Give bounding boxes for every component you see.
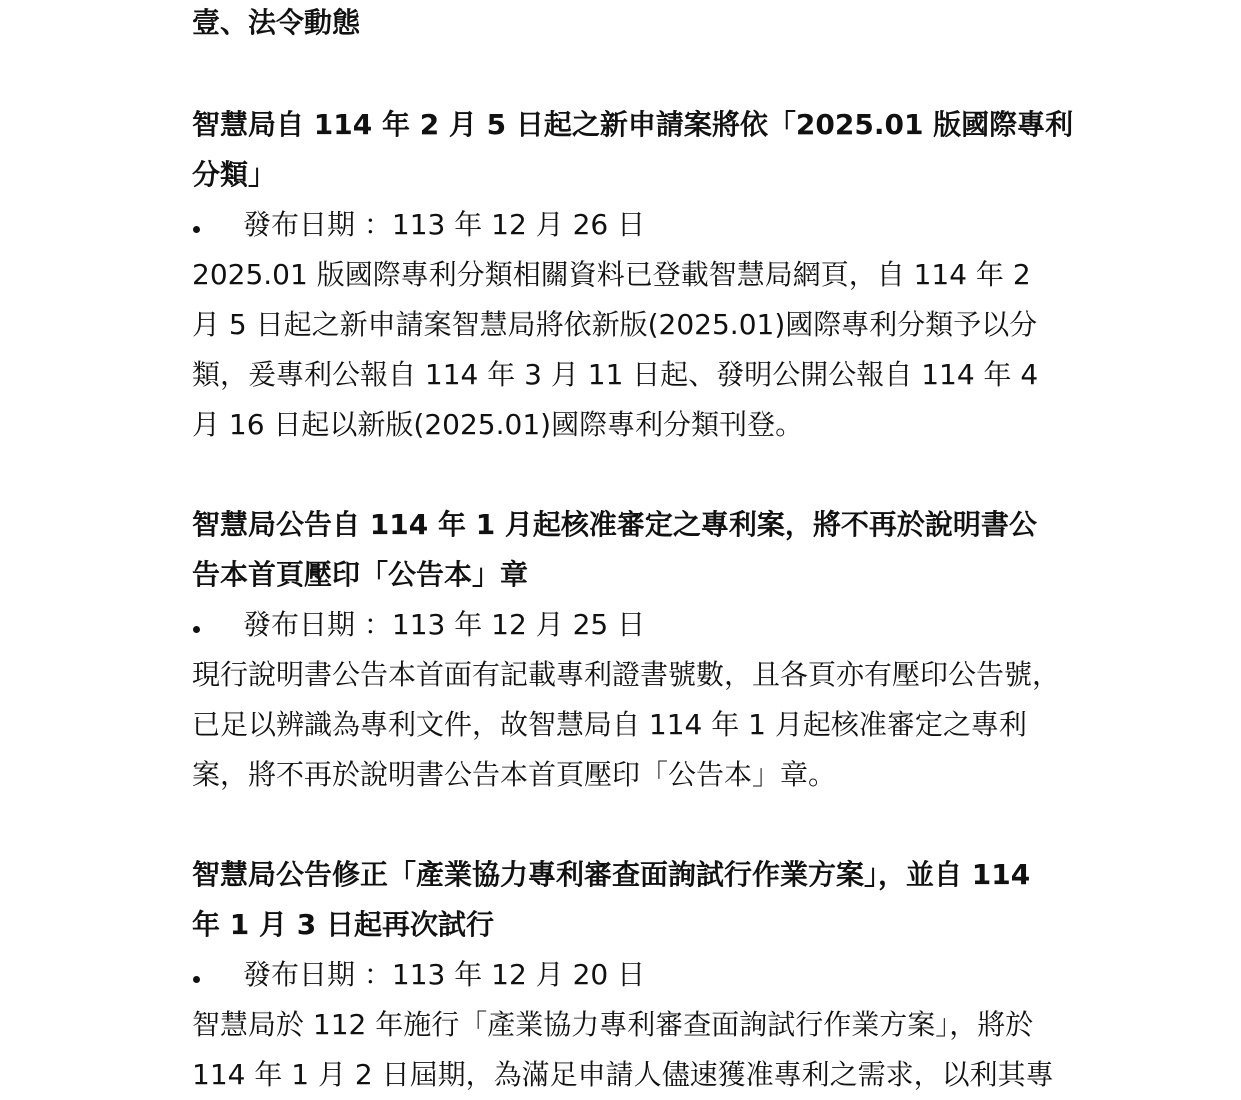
article-title-line: 智慧局自 114 年 2 月 5 日起之新申請案將依「2025.01 版國際專利 [192,108,1074,141]
paragraph-spacer [192,450,1082,500]
article-body-line: 月 5 日起之新申請案智慧局將依新版(2025.01)國際專利分類予以分 [192,308,1038,341]
article-body-line: 月 16 日起以新版(2025.01)國際專利分類刊登。 [192,408,804,441]
article [192,850,1082,1100]
bullet-icon [193,626,200,633]
article-title-line: 智慧局公告自 114 年 1 月起核准審定之專利案，將不再於說明書公 [192,508,1037,541]
article-title-line: 告本首頁壓印「公告本」章 [192,558,529,591]
section-heading: 壹、法令動態 [192,6,361,39]
article-title-line: 年 1 月 3 日起再次試行 [192,908,494,941]
paragraph-spacer [192,800,1082,850]
publish-date-item [192,600,1082,650]
publish-date: 發布日期 ：113 年 12 月 26 日 [243,208,646,241]
article [192,500,1082,800]
article-title-line: 分類」 [192,158,277,191]
bullet-icon [193,226,200,233]
article [192,100,1082,450]
article-body-line: 類，爰專利公報自 114 年 3 月 11 日起、發明公開公報自 114 年 4 [192,358,1039,391]
article-body-line: 已足以辨識為專利文件，故智慧局自 114 年 1 月起核准審定之專利 [192,708,1027,741]
publish-date: 發布日期 ：113 年 12 月 20 日 [243,958,646,991]
document-page [192,0,1082,1100]
publish-date: 發布日期 ：113 年 12 月 25 日 [243,608,646,641]
publish-date-item [192,200,1082,250]
article-body-line: 案，將不再於說明書公告本首頁壓印「公告本」章。 [192,758,837,791]
article-title-line: 智慧局公告修正「產業協力專利審查面詢試行作業方案」，並自 114 [192,858,1031,891]
article-body-line: 現行說明書公告本首面有記載專利證書號數，且各頁亦有壓印公告號， [192,658,1061,691]
article-body-line: 2025.01 版國際專利分類相關資料已登載智慧局網頁，自 114 年 2 [192,258,1031,291]
bullet-icon [193,976,200,983]
article-body-line: 智慧局於 112 年施行「產業協力專利審查面詢試行作業方案」，將於 [192,1008,1034,1041]
publish-date-item [192,950,1082,1000]
article-body-line: 114 年 1 月 2 日屆期，為滿足申請人儘速獲准專利之需求，以利其專 [192,1058,1054,1091]
